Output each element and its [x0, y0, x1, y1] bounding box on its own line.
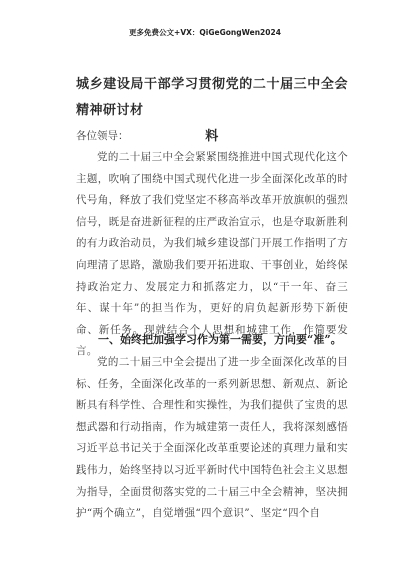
section-heading-1: 一、始终把加强学习作为第一需要，方向要“准”。	[98, 333, 342, 346]
header-note: 更多免费公文+VX：QiGeGongWen2024	[129, 28, 281, 37]
title-line-2: 料	[205, 129, 219, 144]
paragraph-section-1: 党的二十届三中全会提出了进一步全面深化改革的目标、任务，全面深化改革的一系列新思想、新观点、新论断具有科学性、合理性和实操性，为我们提供了宝贵的思想武器和行动指南，作为城建第一责任人，我将深刻感悟习近平总书记关于全面深化改革重要论述的真理力量和实践伟力，始终坚持以习近平新时代中国特色社会主义思想为指导，全面贯彻落实党的二十届三中全会精神，坚决拥护“两个确立”，自觉增强“四个意识”、坚定“四个自	[76, 356, 348, 520]
salutation: 各位领导：	[76, 130, 129, 142]
paragraph-intro: 党的二十届三中全会紧紧围绕推进中国式现代化这个主题，吹响了围绕中国式现代化进一步全面深化改革的时代号角，释放了我们党坚定不移高举改革开放旗帜的强烈信号，既是奋进新征程的庄严政治宣示，也是夺取新胜利的有力政治动员，为我们城乡建设部门开展工作指明了方向理清了思路，激励我们要开拓进取、干事创业，始终保持政治定力、发展定力和抓落定力，以“干一年、奋三年、谋十年”的担当作为，更好的肩负起新形势下新使命、新任务。现就结合个人思想和城建工作，作简要发言。	[76, 151, 348, 358]
title-line-1: 城乡建设局干部学习贯彻党的二十届三中全会精神研讨材	[76, 77, 348, 118]
